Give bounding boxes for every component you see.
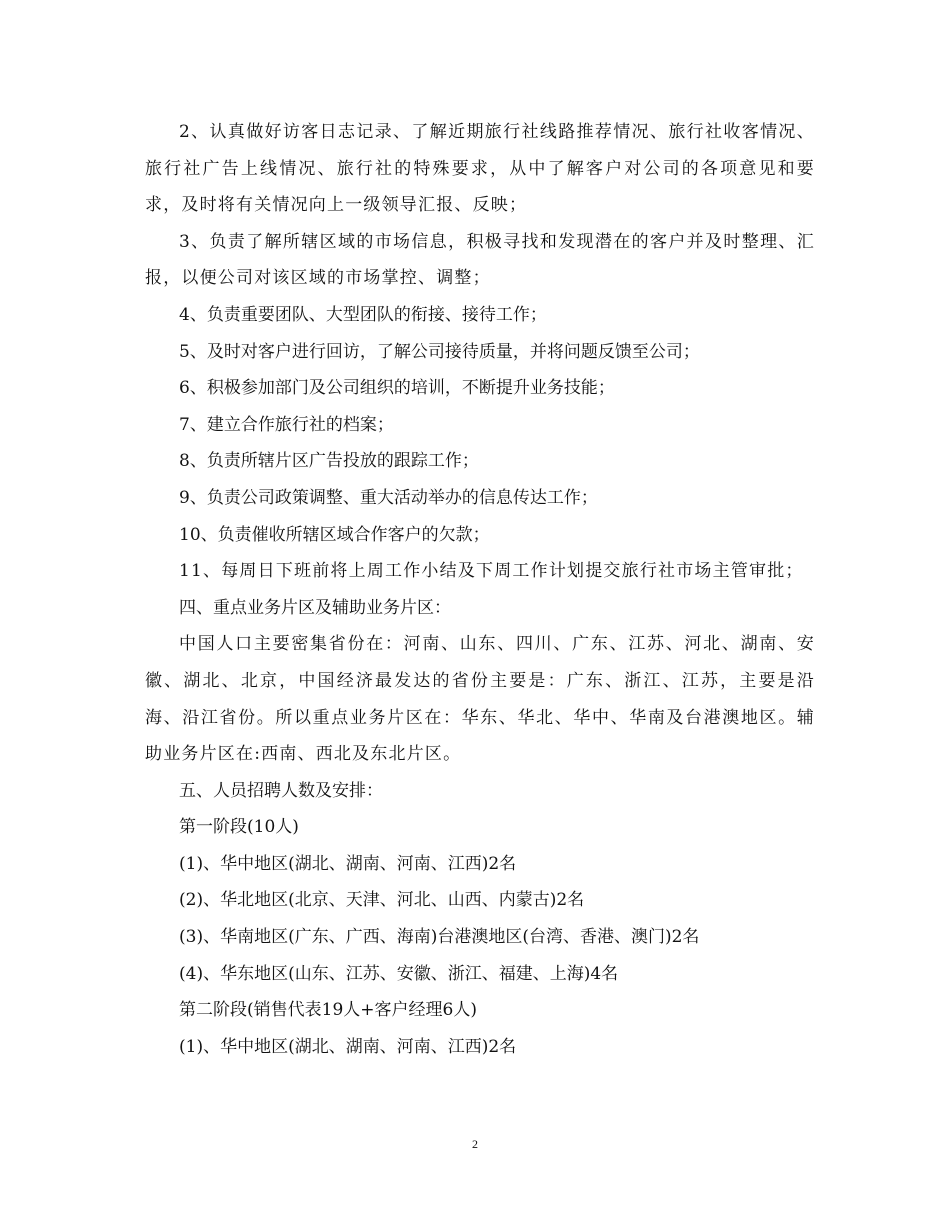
phase-one-heading: 第一阶段(10人) xyxy=(179,817,299,838)
phase-one-item-4: (4)、华东地区(山东、江苏、安徽、浙江、福建、上海)4名 xyxy=(179,963,619,984)
phase-two-item-1: (1)、华中地区(湖北、湖南、河南、江西)2名 xyxy=(179,1036,517,1057)
paragraph-regions-detail: 中国人口主要密集省份在：河南、山东、四川、广东、江苏、河北、湖南、安徽、湖北、北京，中国经济最发达的省份主要是：广东、浙江、江苏，主要是沿海、沿江省份。所以重点业务片区在：华东、华北、华中、华南及台港澳地区。辅助业务片区在:西南、西北及东北片区。 xyxy=(145,634,815,765)
phase-one-item-3: (3)、华南地区(广东、广西、海南)台港澳地区(台湾、香港、澳门)2名 xyxy=(179,927,700,948)
paragraph-duty-6: 6、积极参加部门及公司组织的培训，不断提升业务技能； xyxy=(179,378,615,399)
page-number: 2 xyxy=(472,1137,478,1151)
phase-one-item-2: (2)、华北地区(北京、天津、河北、山西、内蒙古)2名 xyxy=(179,890,585,911)
paragraph-duty-4: 4、负责重要团队、大型团队的衔接、接待工作； xyxy=(179,304,547,325)
phase-one-item-1: (1)、华中地区(湖北、湖南、河南、江西)2名 xyxy=(179,853,517,874)
paragraph-duty-9: 9、负责公司政策调整、重大活动举办的信息传达工作； xyxy=(179,487,598,508)
section-heading-recruitment: 五、人员招聘人数及安排： xyxy=(179,780,383,801)
phase-two-heading: 第二阶段(销售代表19人+客户经理6人) xyxy=(179,1000,477,1021)
document-body xyxy=(145,114,815,1065)
paragraph-duty-8: 8、负责所辖片区广告投放的跟踪工作； xyxy=(179,451,479,472)
paragraph-duty-11: 11、每周日下班前将上周工作小结及下周工作计划提交旅行社市场主管审批； xyxy=(179,561,804,582)
paragraph-duty-7: 7、建立合作旅行社的档案； xyxy=(179,414,394,435)
paragraph-duty-5: 5、及时对客户进行回访，了解公司接待质量，并将问题反馈至公司； xyxy=(179,341,700,362)
section-heading-key-regions: 四、重点业务片区及辅助业务片区： xyxy=(179,597,451,618)
paragraph-duty-2: 2、认真做好访客日志记录、了解近期旅行社线路推荐情况、旅行社收客情况、旅行社广告上线情况、旅行社的特殊要求，从中了解客户对公司的各项意见和要求，及时将有关情况向上一级领导汇报、反映； xyxy=(145,122,815,216)
paragraph-duty-10: 10、负责催收所辖区域合作客户的欠款； xyxy=(179,524,490,545)
paragraph-duty-3: 3、负责了解所辖区域的市场信息，积极寻找和发现潜在的客户并及时整理、汇报，以便公司对该区域的市场掌控、调整； xyxy=(145,231,815,289)
